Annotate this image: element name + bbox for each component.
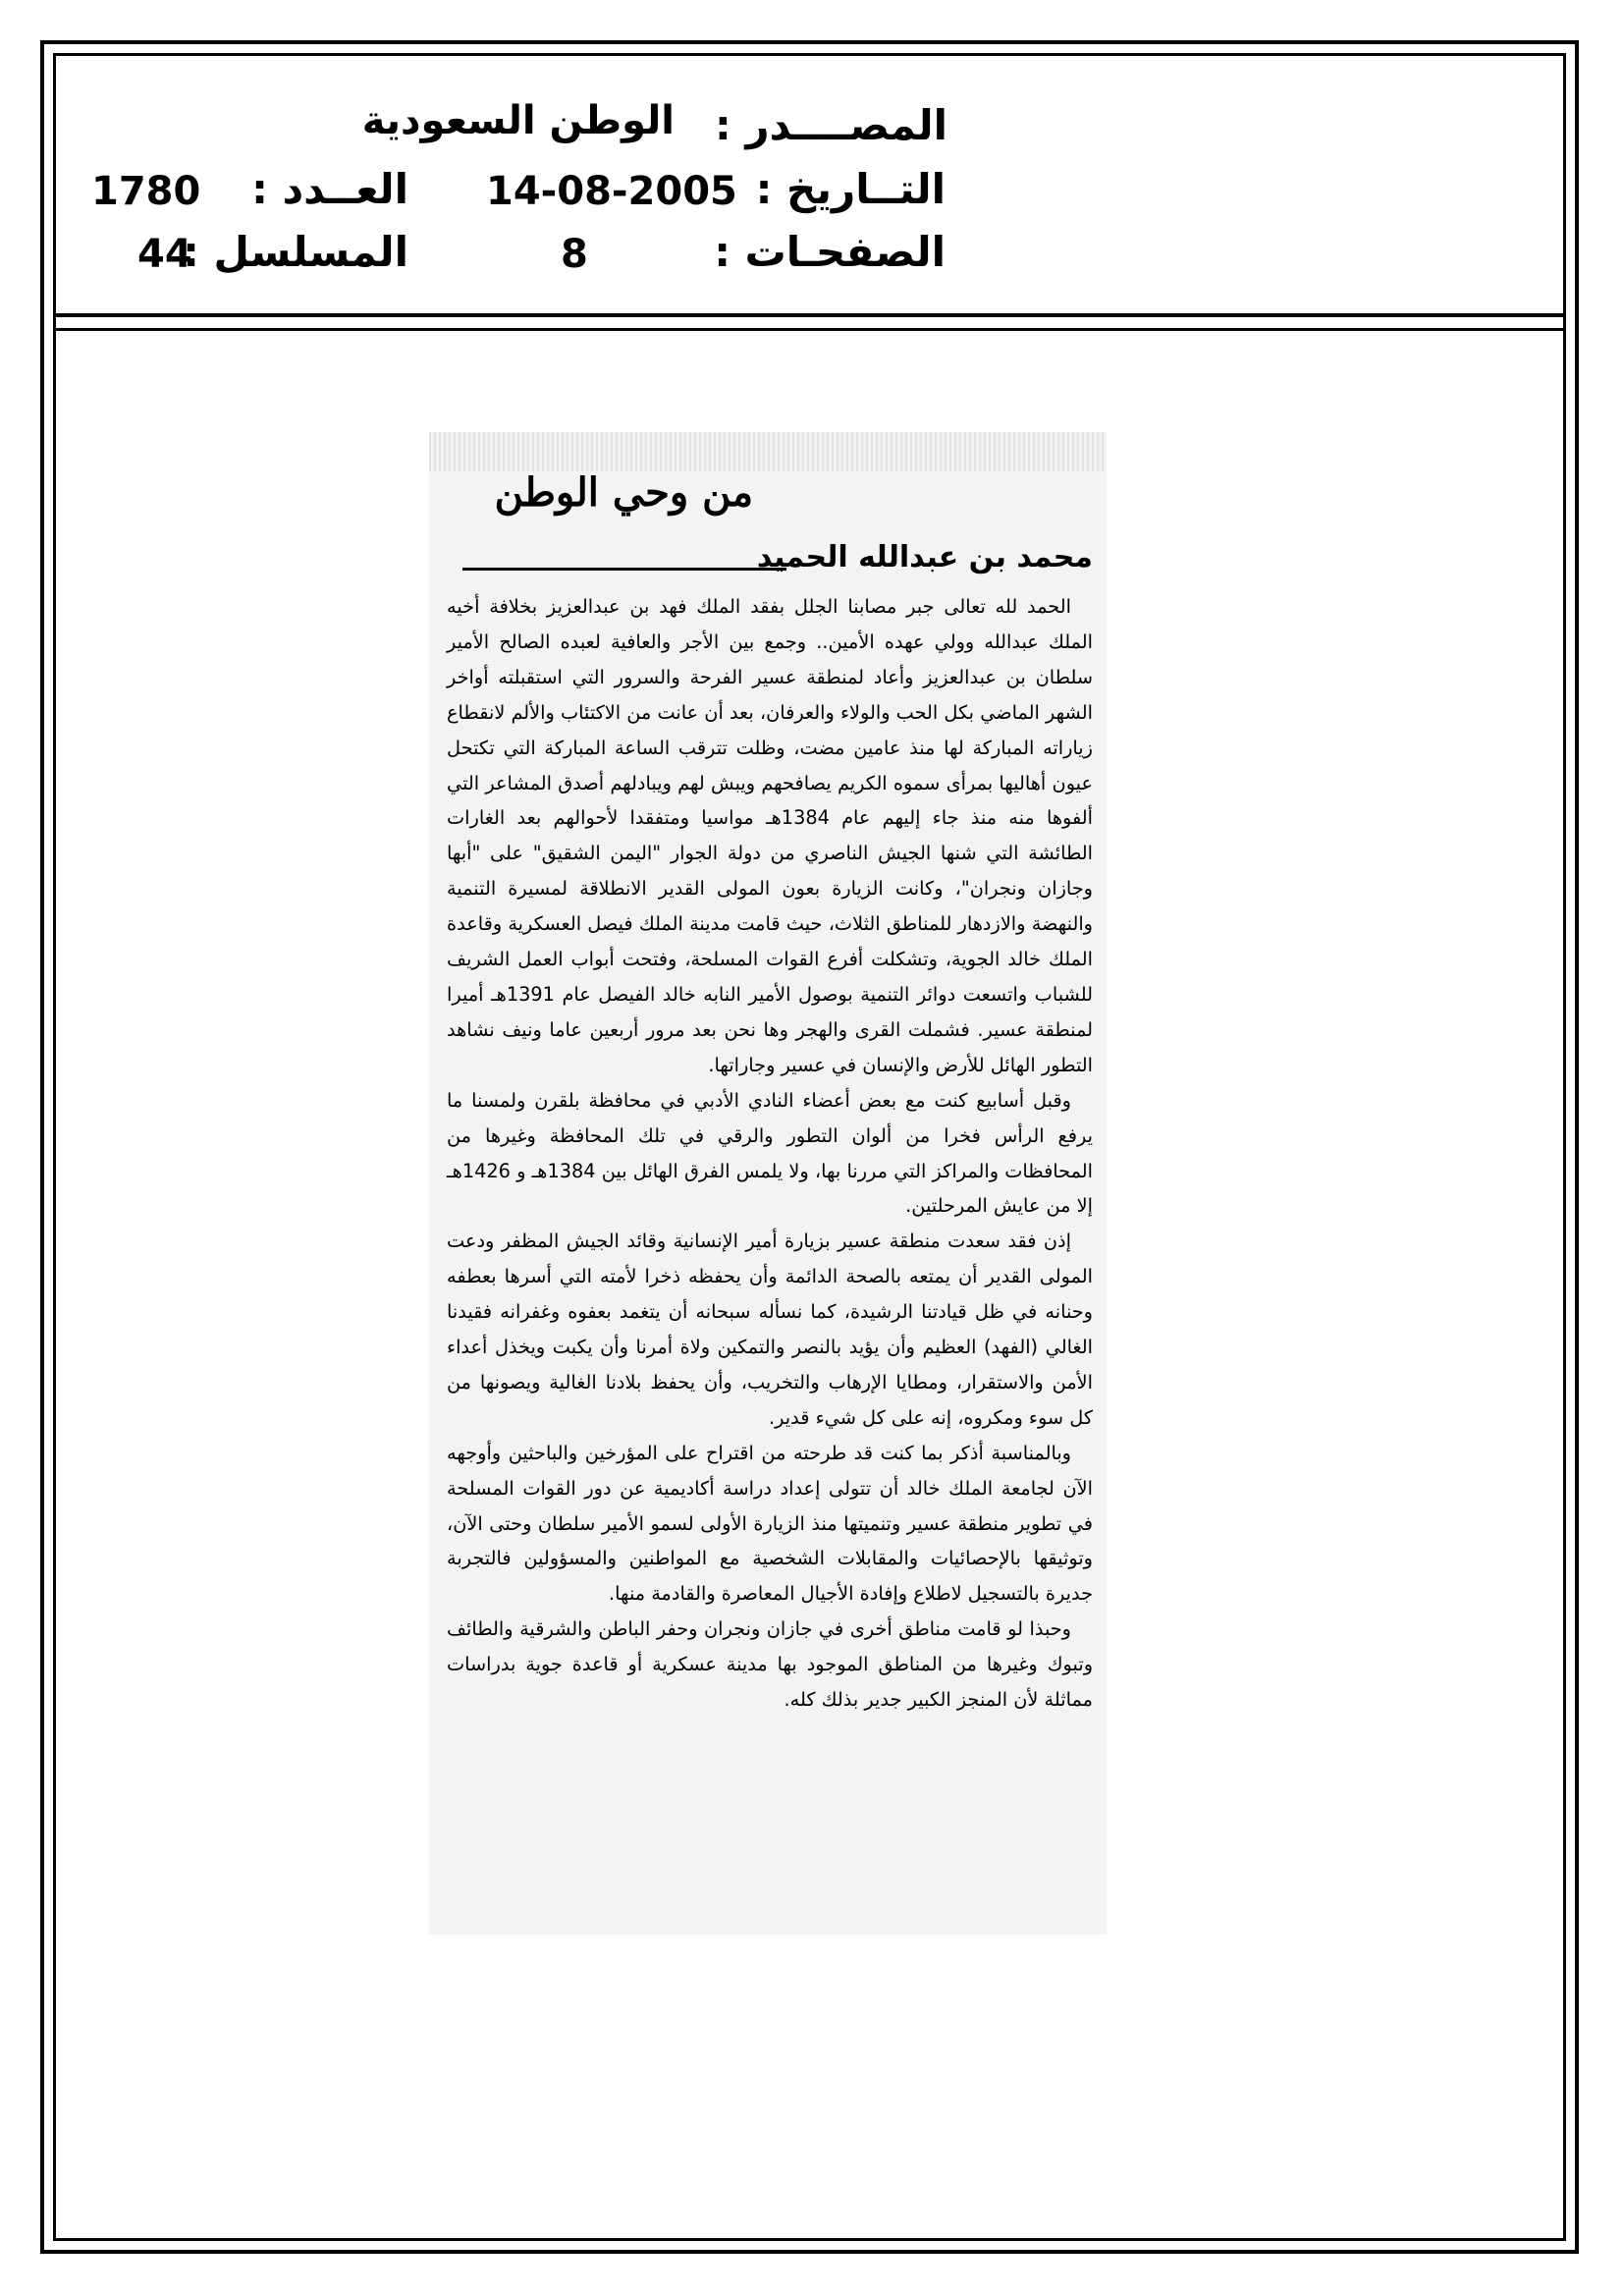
source-value: الوطن السعودية [361, 98, 675, 143]
article-body [447, 589, 1093, 1718]
issue-label: العــدد : [251, 165, 408, 213]
header-divider [53, 313, 1566, 317]
article-paragraph: إذن فقد سعدت منطقة عسير بزيارة أمير الإنسانية وقائد الجيش المظفر ودعت المولى القدير أن يمتعه بالصحة الدائمة وأن يحفظه ذخرا لأمته التي أسرها بعطفه وحنانه في ظل قيادتنا الرشيدة، كما نسأله سبحانه أن يتغمد بعفوه وغفرانه فقيدنا الغالي (الفهد) العظيم وأن يؤيد بالنصر والتمكين ولاة أمرنا وأن يكبت ويخذل أعداء الأمن والاستقرار، ومطايا الإرهاب والتخريب، وأن يحفظ بلادنا الغالية ويصونها من كل سوء ومكروه، إنه على كل شيء قدير. [447, 1230, 1093, 1429]
article-paragraph: وبالمناسبة أذكر بما كنت قد طرحته من اقتراح على المؤرخين والباحثين وأوجهه الآن لجامعة الملك خالد أن تتولى إعداد دراسة أكاديمية عن دور القوات المسلحة في تطوير منطقة عسير وتنميتها منذ الزيارة الأولى لسمو الأمير سلطان وحتى الآن، وتوثيقها بالإحصائيات والمقابلات الشخصية مع المواطنين والمسؤولين فالتجربة جديرة بالتسجيل لاطلاع وإفادة الأجيال المعاصرة والقادمة منها. [447, 1441, 1093, 1606]
source-label: المصــــدر : [715, 101, 947, 149]
scan-noise [429, 432, 1107, 471]
serial-label: المسلسل : [183, 228, 408, 276]
pages-value: 8 [561, 232, 588, 277]
newspaper-clipping [429, 432, 1107, 1935]
article-paragraph: وحبذا لو قامت مناطق أخرى في جازان ونجران وحفر الباطن والشرقية والطائف وتبوك وغيرها من المناطق الموجود بها مدينة عسكرية أو قاعدة جوية بدراسات مماثلة لأن المنجز الكبير جدير بذلك كله. [447, 1617, 1093, 1712]
pages-label: الصفحـات : [714, 228, 946, 276]
author-name: محمد بن عبدالله الحميد [756, 540, 1093, 574]
header-divider-inner [53, 328, 1566, 331]
article-paragraph: وقبل أسابيع كنت مع بعض أعضاء النادي الأدبي في محافظة بلقرن ولمسنا ما يرفع الرأس فخرا من ألوان التطور والرقي في تلك المحافظة وغيرها من المحافظات والمراكز التي مررنا بها، ولا يلمس الفرق الهائل بين 1384هـ و 1426هـ إلا من عايش المرحلتين. [447, 1088, 1093, 1218]
serial-value: 44 [137, 232, 192, 277]
issue-value: 1780 [91, 169, 201, 214]
author-rule [462, 568, 786, 571]
date-label: التــاريخ : [755, 165, 946, 213]
column-title: من وحي الوطن [494, 469, 753, 516]
article-paragraph: الحمد لله تعالى جبر مصابنا الجلل بفقد الملك فهد بن عبدالعزيز بخلافة أخيه الملك عبدالله وولي عهده الأمين.. وجمع بين الأجر والعافية لعبده الصالح الأمير سلطان بن عبدالعزيز وأعاد لمنطقة عسير الفرحة والسرور التي استقبلته أواخر الشهر الماضي بكل الحب والولاء والعرفان، بعد أن عانت من الاكتئاب والألم لانقطاع زياراته المباركة لها منذ عامين مضت، وظلت تترقب الساعة المباركة التي تكتحل عيون أهاليها بمرأى سموه الكريم يصافحهم ويبش لهم ويبادلهم أصدق المشاعر التي ألفوها منه منذ جاء إليهم عام 1384هـ مواسيا ومتفقدا لأحوالهم بعد الغارات الطائشة التي شنها الجيش الناصري من دولة الجوار "اليمن الشقيق" على "أبها وجازان ونجران"، وكانت الزيارة بعون المولى القدير الانطلاقة لمسيرة التنمية والنهضة والازدهار للمناطق الثلاث، حيث قامت مدينة الملك فيصل العسكرية وقاعدة الملك خالد الجوية، وتشكلت أفرع القوات المسلحة، وفتحت أبواب العمل الشريف للشباب واتسعت دوائر التنمية بوصول الأمير النابه خالد الفيصل عام 1391هـ أميرا لمنطقة عسير. فشملت القرى والهجر وها نحن بعد مرور أربعين عاما ونيف نشاهد التطور الهائل للأرض والإنسان في عسير وجاراتها. [447, 595, 1093, 1076]
date-value: 14-08-2005 [486, 169, 737, 214]
